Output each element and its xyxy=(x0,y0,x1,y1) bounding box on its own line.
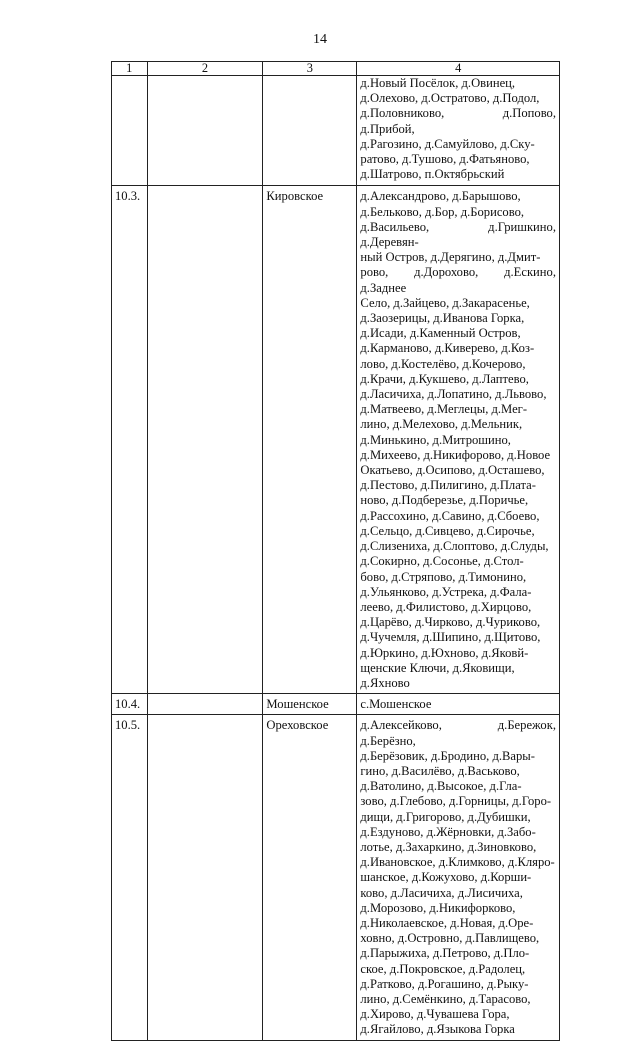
villages-list: д.Алексейково, д.Бережок, д.Берёзно, д.Берёзовик, д.Бродино, д.Вары- гино, д.Василёво, д.Васьково, д.Ватолино, д.Высокое, д.Гла- зово, д.Глебово, д.Горницы, д.Горо- дищи, д.Григорово, д.Дубишки, д.Ездуново, д.Жёрновки, д.Забо- лотье, д.Захаркино, д.Зиновково, д.Ивановское, д.Климково, д.Кляро- шанское, д.Кожухово, д.Корши- ково, д.Ласичиха, д.Лисичиха, д.Морозово, д.Никифорково, д.Николаевское, д.Новая, д.Оре- ховно, д.Островно, д.Павлищево, д.Парыжиха, д.Петрово, д.Пло- ское, д.Покровское, д.Радолец, д.Ратково, д.Рогашино, д.Рыку- лино, д.Семёнкино, д.Тарасово, д.Хирово, д.Чувашева Гора, д.Ягайлово, д.Языкова Горка xyxy=(357,715,560,1040)
row-number: 10.5. xyxy=(112,715,148,1040)
settlement-name xyxy=(263,76,357,186)
table-header-row xyxy=(112,62,560,76)
row-number: 10.3. xyxy=(112,186,148,694)
row-col2 xyxy=(147,76,263,186)
row-col2 xyxy=(147,186,263,694)
row-col2 xyxy=(147,715,263,1040)
settlement-name: Мошенское xyxy=(263,694,357,715)
villages-list: с.Мошенское xyxy=(357,694,560,715)
table-row xyxy=(112,715,560,1040)
table-row xyxy=(112,694,560,715)
table-row xyxy=(112,186,560,694)
villages-list: д.Александрово, д.Барышово, д.Бельково, д.Бор, д.Борисово, д.Васильево, д.Гришкино, д.Деревян- ный Остров, д.Дерягино, д.Дмит- рово, д.Дорохово, д.Ескино, д.Заднее Село, д.Зайцево, д.Закарасенье, д.Заозерицы, д.Иванова Горка, д.Исади, д.Каменный Остров, д.Карманово, д.Киверево, д.Коз- лово, д.Костелёво, д.Кочерово, д.Крачи, д.Кукшево, д.Лаптево, д.Ласичиха, д.Лопатино, д.Львово, д.Матвеево, д.Меглецы, д.Мег- лино, д.Мелехово, д.Мельник, д.Минькино, д.Митрошино, д.Михеево, д.Никифорово, д.Новое Окатьево, д.Осипово, д.Осташево, д.Пестово, д.Пилигино, д.Плата- ново, д.Подберезье, д.Поричье, д.Рассохино, д.Савино, д.Сбоево, д.Сельцо, д.Сивцево, д.Сирочье, д.Слизениха, д.Слоптово, д.Слуды, д.Сокирно, д.Сосонье, д.Стол- бово, д.Стряпово, д.Тимонино, д.Ульянково, д.Устрека, д.Фала- леево, д.Филистово, д.Хирцово, д.Царёво, д.Чирково, д.Чуриково, д.Чучемля, д.Шипино, д.Щитово, д.Юркино, д.Юхново, д.Яковй- щенские Ключи, д.Яковищи, д.Яхново xyxy=(357,186,560,694)
page-number: 14 xyxy=(313,32,327,47)
villages-list: д.Новый Посёлок, д.Овинец, д.Олехово, д.Остратово, д.Подол, д.Половниково, д.Попово, д.Прибой, д.Рагозино, д.Самуйлово, д.Ску- ратово, д.Тушово, д.Фатьяново, д.Шатрово, п.Октябрьский xyxy=(357,76,560,186)
row-number xyxy=(112,76,148,186)
row-number: 10.4. xyxy=(112,694,148,715)
row-col2 xyxy=(147,694,263,715)
header-col-1: 1 xyxy=(112,62,148,76)
table-row xyxy=(112,76,560,186)
header-col-3: 3 xyxy=(263,62,357,76)
settlement-name: Ореховское xyxy=(263,715,357,1040)
header-col-4: 4 xyxy=(357,62,560,76)
settlement-name: Кировское xyxy=(263,186,357,694)
settlements-table xyxy=(111,61,560,1041)
header-col-2: 2 xyxy=(147,62,263,76)
